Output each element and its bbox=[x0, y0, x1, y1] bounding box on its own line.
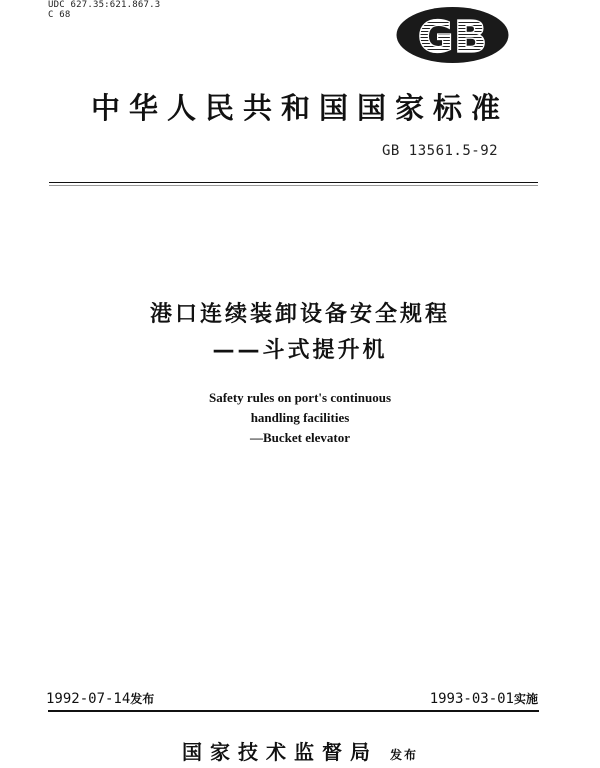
udc-classification bbox=[48, 0, 160, 20]
english-title-line-3: —Bucket elevator bbox=[249, 430, 350, 445]
publish-label: 发布 bbox=[389, 748, 418, 762]
issuer-line bbox=[0, 736, 600, 765]
english-title-line-2: handling facilities bbox=[250, 410, 350, 425]
gb-logo-text: GB bbox=[417, 12, 488, 63]
national-standard-title: 中华人民共和国国家标准 bbox=[90, 91, 509, 125]
issue-date-value: 1992-07-14 bbox=[46, 691, 131, 707]
chinese-title: 港口连续装卸设备安全规程 bbox=[149, 302, 450, 327]
udc-code: UDC 627.35:621.867.3 bbox=[48, 0, 161, 10]
classification-code: C 68 bbox=[48, 10, 71, 20]
implementation-date bbox=[430, 690, 538, 707]
implementation-date-value: 1993-03-01 bbox=[429, 691, 514, 707]
english-title bbox=[0, 388, 600, 448]
standard-number: GB 13561.5-92 bbox=[382, 143, 499, 159]
chinese-subtitle: ——斗式提升机 bbox=[212, 338, 388, 363]
issue-date-label: 发布 bbox=[130, 692, 155, 706]
gb-logo bbox=[395, 6, 510, 64]
issue-date bbox=[46, 690, 154, 707]
header-divider bbox=[49, 182, 538, 183]
issuing-authority: 国家技术监督局 bbox=[181, 740, 378, 764]
english-title-line-1: Safety rules on port's continuous bbox=[208, 390, 392, 405]
footer-divider bbox=[48, 710, 539, 712]
implementation-date-label: 实施 bbox=[513, 692, 538, 706]
